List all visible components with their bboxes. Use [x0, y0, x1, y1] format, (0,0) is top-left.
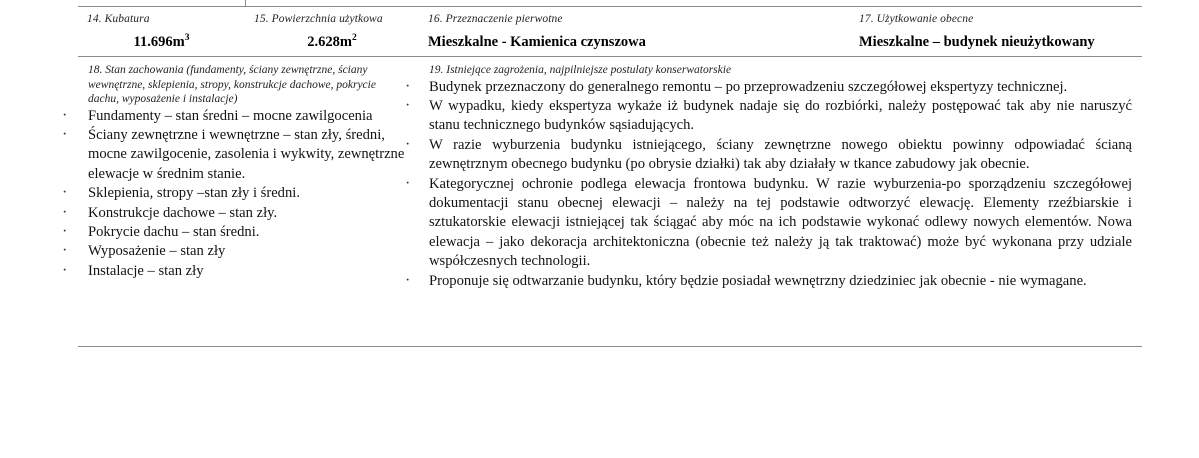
list-item: · Budynek przeznaczony do generalnego remontu – po przeprowadzeniu szczegółowej ekspertyzy technicznej.	[429, 78, 1132, 97]
field-label-uzytkowanie-obecne: 17. Użytkowanie obecne	[859, 13, 974, 25]
list-item: · Pokrycie dachu – stan średni.	[88, 223, 409, 242]
field-label-istniejace-zagrozenia: 19. Istniejące zagrożenia, najpilniejsze postulaty konserwatorskie	[429, 64, 732, 76]
field-value-powierzchnia-uzytkowa-text: 2.628m	[307, 34, 352, 50]
field-value-uzytkowanie-obecne	[859, 33, 1133, 51]
record-card-table	[78, 6, 1142, 347]
cell-powierzchnia-uzytkowa	[245, 7, 419, 57]
field-label-kubatura: 14. Kubatura	[87, 13, 150, 25]
stan-zachowania-bullet-list	[88, 107, 409, 282]
list-item: · Instalacje – stan zły	[88, 262, 409, 281]
list-item: · Sklepienia, stropy –stan zły i średni.	[88, 184, 409, 203]
istniejace-zagrozenia-bullet-list	[429, 78, 1132, 291]
field-value-uzytkowanie-obecne-text: Mieszkalne – budynek nieużytkowany	[859, 34, 1095, 50]
list-item: · Kategorycznej ochronie podlega elewacja frontowa budynku. W razie wyburzenia-po sporządzeniu szczegółowej dokumentacji stanu obecnej elewacji – należy na tej podstawie odtworzyć elewację. Elementy rzeźbiarskie i sztukatorskie elewacji istniejącej tak ściągać aby móc na ich podstawie wykonać odlewy nowych elementów. Nowa elewacja – jako dekoracja architektoniczna (obecnie też należy ją tak traktować) może być wykonana przy udziale współczesnych technologii.	[429, 175, 1132, 272]
field-label-stan-zachowania: 18. Stan zachowania (fundamenty, ściany zewnętrzne, ściany wewnętrzne, sklepienia, stropy, konstrukcje dachowe, pokrycie dachu, wyposażenie i instalacje)	[88, 64, 376, 105]
list-item: · Wyposażenie – stan zły	[88, 242, 409, 261]
field-value-kubatura-superscript: 3	[184, 33, 190, 44]
list-item: · Fundamenty – stan średni – mocne zawilgocenia	[88, 107, 409, 126]
cell-kubatura	[78, 7, 245, 57]
list-item: · Konstrukcje dachowe – stan zły.	[88, 204, 409, 223]
field-value-przeznaczenie-pierwotne	[428, 33, 841, 51]
field-label-powierzchnia-uzytkowa: 15. Powierzchnia użytkowa	[254, 13, 383, 25]
list-item: · Proponuje się odtwarzanie budynku, który będzie posiadał wewnętrzny dziedziniec jak obecnie - nie wymagane.	[429, 272, 1132, 291]
cell-przeznaczenie-pierwotne	[419, 7, 850, 57]
cell-stan-zachowania	[78, 57, 419, 347]
list-item: · W razie wyburzenia budynku istniejącego, ściany zewnętrzne nowego obiektu powinny odpowiadać ścianą zewnętrznym obecnego budynku (po obrysie działki) tak aby działały w tkance zabudowy jak obecnie.	[429, 136, 1132, 175]
cell-istniejace-zagrozenia	[419, 57, 1142, 347]
list-item: · Ściany zewnętrzne i wewnętrzne – stan zły, średni, mocne zawilgocenie, zasolenia i wykwity, zewnętrzne elewacje w średnim stanie.	[88, 126, 409, 184]
field-value-powierzchnia-uzytkowa-superscript: 2	[351, 33, 357, 44]
field-value-kubatura-text: 11.696m	[133, 34, 185, 50]
field-value-kubatura	[87, 33, 236, 51]
field-value-przeznaczenie-pierwotne-text: Mieszkalne - Kamienica czynszowa	[428, 34, 646, 50]
table-row	[78, 7, 1142, 57]
list-item: · W wypadku, kiedy ekspertyza wykaże iż budynek nadaje się do rozbiórki, należy postępować tak aby nie naruszyć stanu technicznego budynków sąsiadujących.	[429, 97, 1132, 136]
field-value-powierzchnia-uzytkowa	[254, 33, 410, 51]
table-row	[78, 57, 1142, 347]
cell-uzytkowanie-obecne	[850, 7, 1142, 57]
field-label-przeznaczenie-pierwotne: 16. Przeznaczenie pierwotne	[428, 13, 563, 25]
